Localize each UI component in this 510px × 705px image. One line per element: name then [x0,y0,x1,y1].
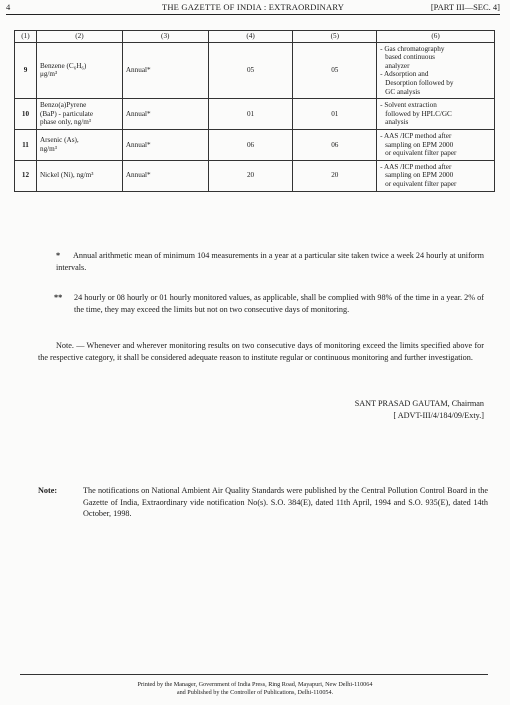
measurement-method-cell [377,99,495,130]
pollutant-line: Arsenic (As), [39,136,79,145]
method-line: - Adsorption and [380,70,429,79]
pollutant-cell [36,160,122,191]
method-line: - AAS /ICP method after [380,131,452,140]
method-line: based continuous [385,53,435,62]
method-line: or equivalent filter paper [385,179,457,188]
serial-number-cell: 9 [15,42,37,99]
page-number: 4 [6,2,11,12]
concentration-cell: 20 [293,160,377,191]
concentration-cell: 05 [293,42,377,99]
printer-footer [0,681,510,697]
table-row [15,160,495,191]
footnote-hourly [54,292,484,315]
method-line: or equivalent filter paper [385,149,457,158]
method-line: sampling on EPM 2000 [385,171,454,180]
concentration-cell: 01 [208,99,293,130]
pollutant-line: (BaP) - particulate [39,109,94,118]
pollutant-line: phase only, ng/m³ [39,118,91,127]
measurement-method-cell [377,42,495,99]
measurement-method-cell [377,129,495,160]
standards-table [14,30,495,192]
method-line: analyzer [385,61,410,70]
footnote-text: 24 hourly or 08 hourly or 01 hourly monitored values, as applicable, shall be complied with 98% of the time in a year. 2% of the time, they may exceed the limits but not on two consecutive days of monitoring. [74,293,484,314]
method-line: sampling on EPM 2000 [385,140,454,149]
signatory-name: SANT PRASAD GAUTAM, Chairman [354,399,484,408]
pollutant-line: Benzo(a)Pyrene [39,101,87,110]
serial-number-cell: 10 [15,99,37,130]
method-line: Desorption followed by [385,78,454,87]
table-header-row [15,31,495,43]
pollutant-line: Benzene (C₆H₆) [39,61,87,70]
time-weighted-average-cell: Annual* [122,160,208,191]
method-line: followed by HPLC/GC [385,109,452,118]
footnote-text: Annual arithmetic mean of minimum 104 measurements in a year at a particular site taken twice a week 24 hourly at uniform intervals. [56,251,484,272]
table-row [15,129,495,160]
concentration-cell: 06 [208,129,293,160]
footnote-mark: ** [54,293,63,302]
column-header: (6) [377,31,495,43]
concentration-cell: 20 [208,160,293,191]
section-label: [PART III—SEC. 4] [430,2,500,12]
column-header: (2) [36,31,122,43]
method-line: - Solvent extraction [380,101,437,110]
measurement-method-cell [377,160,495,191]
method-line: - AAS /ICP method after [380,162,452,171]
footer-rule [20,674,488,675]
footer-line: Printed by the Manager, Government of India Press, Ring Road, Mayapuri, New Delhi-110064 [137,681,373,688]
serial-number-cell: 12 [15,160,37,191]
note-paragraph [38,340,484,363]
footnote-mark: * [56,251,61,260]
advertisement-reference: [ ADVT-III/4/184/09/Exty.] [393,411,484,420]
pollutant-line: Nickel (Ni), ng/m³ [39,171,94,180]
column-header: (3) [122,31,208,43]
concentration-cell: 06 [293,129,377,160]
column-header: (1) [15,31,37,43]
pollutant-line: ng/m³ [39,144,57,153]
column-header: (4) [208,31,293,43]
pollutant-cell [36,129,122,160]
method-line: GC analysis [385,87,421,96]
method-line: analysis [385,118,409,127]
time-weighted-average-cell: Annual* [122,99,208,130]
header-rule [6,14,500,15]
note-body: The notifications on National Ambient Air Quality Standards were published by the Central Pollution Control Board in the Gazette of India, Extraordinary vide notification No(s). S.O. 384(E), dated 11th April, 1994 and S.O. 935(E), dated 14th October, 1998. [83,486,488,518]
time-weighted-average-cell: Annual* [122,129,208,160]
gazette-title: THE GAZETTE OF INDIA : EXTRAORDINARY [161,2,345,12]
footnote-annual [56,250,484,273]
table-row [15,42,495,99]
pollutant-cell [36,99,122,130]
method-line: - Gas chromatography [380,44,445,53]
table-row [15,99,495,130]
page-header [6,2,500,14]
footer-line: and Published by the Controller of Publications, Delhi-110054. [176,689,334,696]
pollutant-cell [36,42,122,99]
concentration-cell: 05 [208,42,293,99]
concentration-cell: 01 [293,99,377,130]
column-header: (5) [293,31,377,43]
publication-note [38,485,488,520]
note-text: Note. — Whenever and wherever monitoring results on two consecutive days of monitoring exceed the limits specified above for the respective category, it shall be considered adequate reason to institute regular or continuous monitoring and further investigation. [38,341,484,362]
time-weighted-average-cell: Annual* [122,42,208,99]
pollutant-line: μg/m³ [39,70,58,79]
note-label: Note: [38,486,58,495]
serial-number-cell: 11 [15,129,37,160]
